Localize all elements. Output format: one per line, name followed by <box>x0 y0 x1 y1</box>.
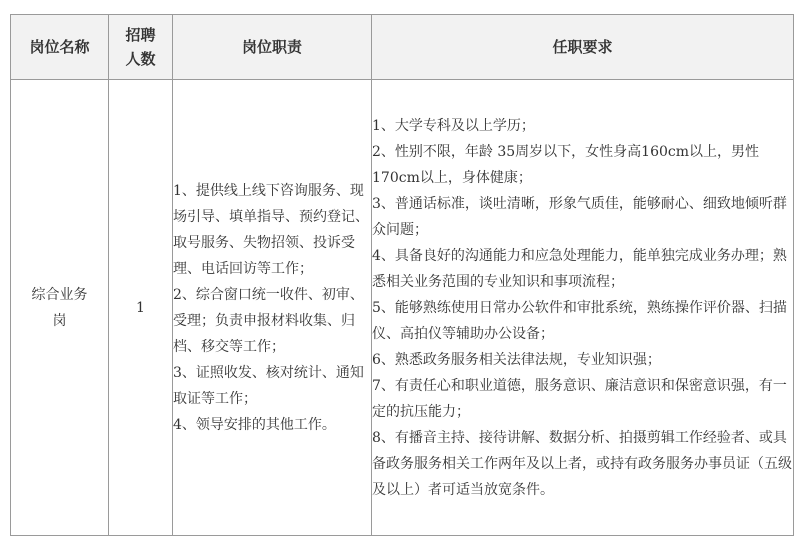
requirement-item: 8、有播音主持、接待讲解、数据分析、拍摄剪辑工作经验者、或具备政务服务相关工作两年及以上者，或持有政务服务办事员证（五级及以上）者可适当放宽条件。 <box>372 429 792 498</box>
requirement-item: 3、普通话标准，谈吐清晰，形象气质佳，能够耐心、细致地倾听群众问题； <box>372 195 787 238</box>
requirement-item: 6、熟悉政务服务相关法律法规，专业知识强； <box>372 351 661 368</box>
cell-position-name: 综合业务 岗 <box>11 80 109 536</box>
requirement-item: 1、大学专科及以上学历； <box>372 117 535 134</box>
duty-item: 1、提供线上线下咨询服务、现场引导、填单指导、预约登记、取号服务、失物招领、投诉受理、电话回访等工作； <box>173 182 369 277</box>
table-row <box>11 80 794 536</box>
duty-item: 2、综合窗口统一收件、初审、受理；负责申报材料收集、归档、移交等工作； <box>173 286 364 355</box>
requirement-item: 2、性别不限，年龄 35周岁以下，女性身高160cm以上，男性170cm以上，身体健康； <box>372 143 760 186</box>
header-requirements: 任职要求 <box>372 15 794 80</box>
job-requirements-table <box>10 14 794 536</box>
header-position-name: 岗位名称 <box>11 15 109 80</box>
header-duties: 岗位职责 <box>173 15 372 80</box>
table-header-row <box>11 15 794 80</box>
requirement-item: 7、有责任心和职业道德，服务意识、廉洁意识和保密意识强，有一定的抗压能力； <box>372 377 787 420</box>
requirement-item: 4、具备良好的沟通能力和应急处理能力，能单独完成业务办理；熟悉相关业务范围的专业知识和事项流程； <box>372 247 787 290</box>
cell-requirements <box>372 80 794 536</box>
cell-recruit-count: 1 <box>109 80 173 536</box>
duty-item: 4、领导安排的其他工作。 <box>173 416 336 433</box>
header-recruit-count: 招聘 人数 <box>109 15 173 80</box>
cell-duties <box>173 80 372 536</box>
requirement-item: 5、能够熟练使用日常办公软件和审批系统，熟练操作评价器、扫描仪、高拍仪等辅助办公设备； <box>372 299 787 342</box>
duty-item: 3、证照收发、核对统计、通知取证等工作； <box>173 364 364 407</box>
